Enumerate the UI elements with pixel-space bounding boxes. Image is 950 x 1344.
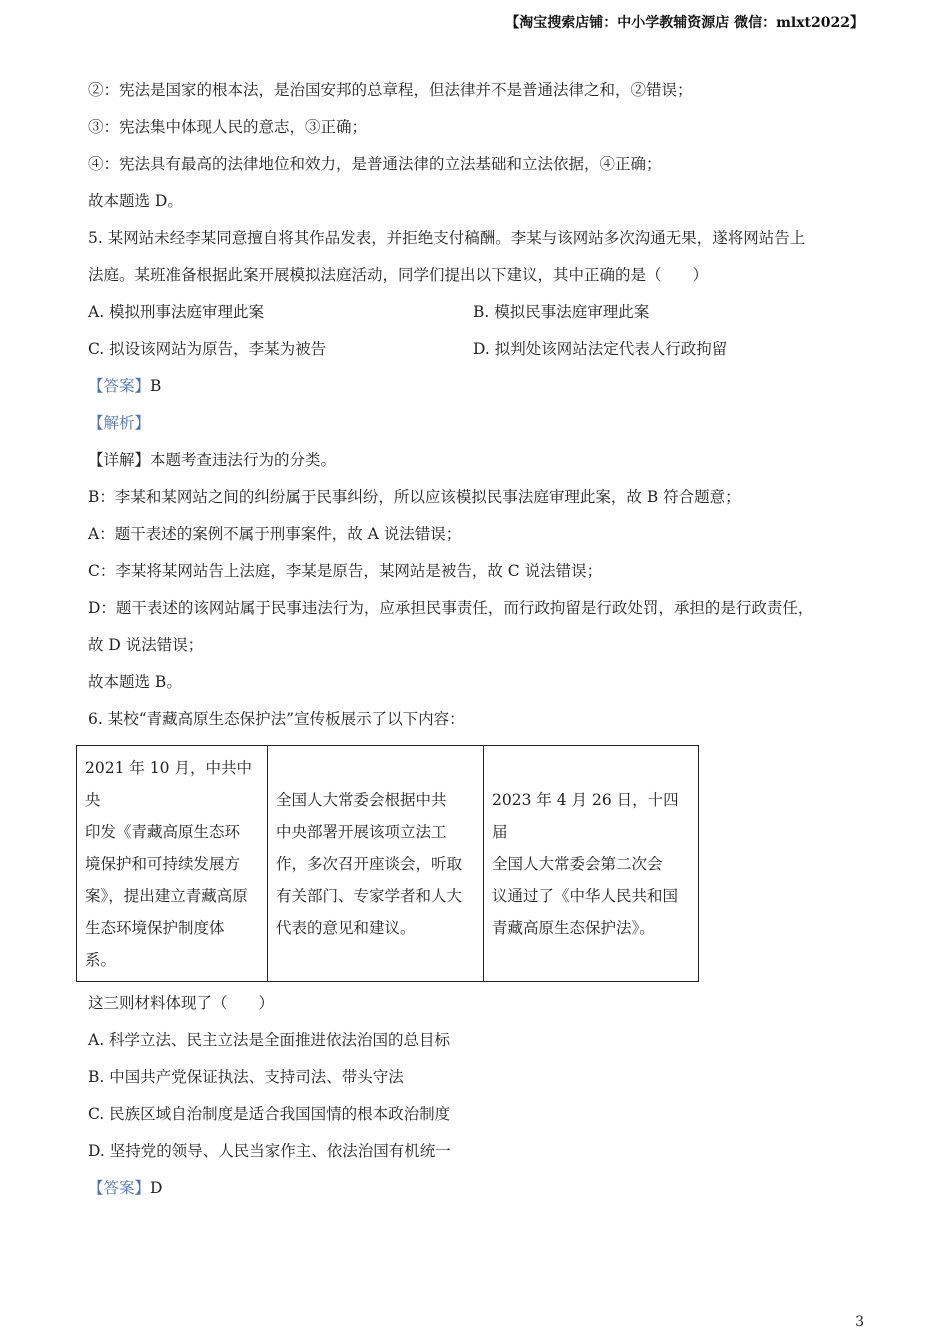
options-row — [88, 331, 868, 368]
option-a: A. 模拟刑事法庭审理此案 — [88, 303, 265, 321]
detail-line: 【详解】本题考查违法行为的分类。 — [88, 451, 337, 469]
detail-line: A：题干表述的案例不属于刑事案件，故 A 说法错误； — [88, 525, 462, 543]
detail-line: 故 D 说法错误； — [88, 636, 204, 654]
detail-line: D：题干表述的该网站属于民事违法行为，应承担民事责任，而行政拘留是行政处罚，承担的是行政责任， — [88, 599, 814, 617]
question-6-body — [88, 985, 868, 1207]
option-a: A. 科学立法、民主立法是全面推进依法治国的总目标 — [88, 1031, 451, 1049]
answer-line — [88, 1170, 868, 1207]
option-c: C. 拟设该网站为原告，李某为被告 — [88, 340, 327, 358]
text-line: ④：宪法具有最高的法律地位和效力，是普通法律的立法基础和立法依据，④正确； — [88, 155, 662, 173]
table-cell-3: 2023 年 4 月 26 日，十四届 全国人大常委会第二次会 议通过了《中华人民共和国 青藏高原生态保护法》。 — [484, 746, 699, 982]
question-5-stem: 5. 某网站未经李某同意擅自将其作品发表，并拒绝支付稿酬。李某与该网站多次沟通无果，遂将网站告上 — [88, 229, 806, 247]
question-5-stem: 法庭。某班准备根据此案开展模拟法庭活动，同学们提出以下建议，其中正确的是（ ） — [88, 266, 709, 284]
answer-value: D — [150, 1179, 163, 1197]
detail-line: B：李某和某网站之间的纠纷属于民事纠纷，所以应该模拟民事法庭审理此案，故 B 符合题意； — [88, 488, 741, 506]
material-table — [76, 745, 699, 982]
question-6-prompt: 这三则材料体现了（ ） — [88, 994, 275, 1012]
answer-value: B — [150, 377, 162, 395]
option-b: B. 模拟民事法庭审理此案 — [473, 303, 650, 321]
page-number: 3 — [855, 1314, 864, 1330]
option-c: C. 民族区域自治制度是适合我国国情的根本政治制度 — [88, 1105, 451, 1123]
detail-line: 故本题选 B。 — [88, 673, 182, 691]
answer-tag: 【答案】 — [88, 1179, 151, 1197]
option-d: D. 拟判处该网站法定代表人行政拘留 — [473, 340, 728, 358]
option-d: D. 坚持党的领导、人民当家作主、依法治国有机统一 — [88, 1142, 451, 1160]
text-line: ③：宪法集中体现人民的意志，③正确； — [88, 118, 368, 136]
document-body — [88, 72, 868, 738]
text-line: ②：宪法是国家的根本法，是治国安邦的总章程，但法律并不是普通法律之和，②错误； — [88, 81, 693, 99]
question-6-stem: 6. 某校“青藏高原生态保护法”宣传板展示了以下内容： — [88, 710, 465, 728]
answer-tag: 【答案】 — [88, 377, 151, 395]
table-cell-1: 2021 年 10 月，中共中央 印发《青藏高原生态环 境保护和可持续发展方 案》，提出建立青藏高原 生态环境保护制度体 系。 — [77, 746, 268, 982]
table-cell-2: 全国人大常委会根据中共 中央部署开展该项立法工 作，多次召开座谈会，听取 有关部门、专家学者和人大 代表的意见和建议。 — [268, 746, 484, 982]
analysis-tag: 【解析】 — [88, 414, 151, 432]
page-header: 【淘宝搜索店铺：中小学教辅资源店 微信：mlxt2022】 — [505, 15, 864, 31]
detail-line: C：李某将某网站告上法庭，李某是原告，某网站是被告，故 C 说法错误； — [88, 562, 603, 580]
option-b: B. 中国共产党保证执法、支持司法、带头守法 — [88, 1068, 404, 1086]
text-line: 故本题选 D。 — [88, 192, 183, 210]
options-row — [88, 294, 868, 331]
answer-line — [88, 368, 868, 405]
